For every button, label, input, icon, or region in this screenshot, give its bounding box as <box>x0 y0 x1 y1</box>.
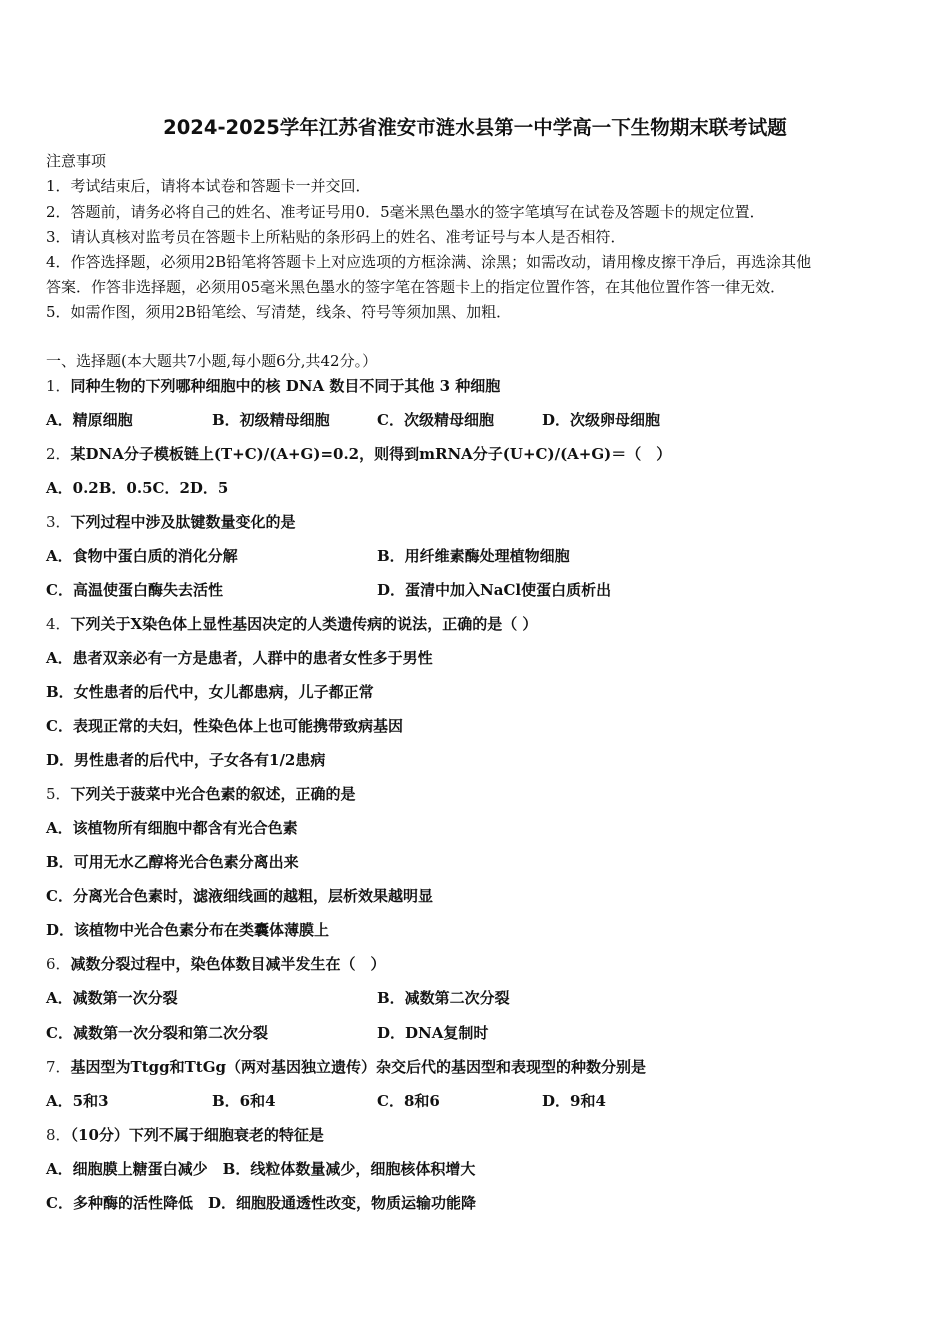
notice-item: 4．作答选择题，必须用2B铅笔将答题卡上对应选项的方框涂满、涂黑；如需改动，请用橡皮擦干净后，再选涂其他 <box>46 253 812 271</box>
option-c: C．8和6 <box>377 1092 440 1110</box>
notice-heading: 注意事项 <box>46 152 107 170</box>
notice-item: 2．答题前，请务必将自己的姓名、准考证号用0．5毫米黑色墨水的签字笔填写在试卷及答题卡的规定位置． <box>46 203 765 221</box>
option-c: C．次级精母细胞 <box>377 411 494 429</box>
option-b: B．女性患者的后代中，女儿都患病，儿子都正常 <box>46 683 374 701</box>
question-4 <box>46 614 537 634</box>
question-3 <box>46 512 296 532</box>
question-1 <box>46 376 500 396</box>
question-7 <box>46 1057 646 1077</box>
option-cd: C．多种酶的活性降低 D．细胞股通透性改变，物质运输功能降 <box>46 1194 476 1212</box>
question-number: 6． <box>46 955 71 973</box>
option-a: A．该植物所有细胞中都含有光合色素 <box>46 819 298 837</box>
option-ab: A．细胞膜上糖蛋白减少 B．线粒体数量减少，细胞核体积增大 <box>46 1160 476 1178</box>
option-d: D．9和4 <box>542 1092 606 1110</box>
option-b: B．初级精母细胞 <box>212 411 330 429</box>
option-b: B．减数第二次分裂 <box>377 989 510 1007</box>
option-b: B．6和4 <box>212 1092 276 1110</box>
question-number: 3． <box>46 513 71 531</box>
question-number: 8． <box>46 1126 71 1144</box>
notice-item: 5．如需作图，须用2B铅笔绘、写清楚，线条、符号等须加黑、加粗． <box>46 303 512 321</box>
notice-item: 1．考试结束后，请将本试卷和答题卡一并交回． <box>46 177 371 195</box>
option-d: D．DNA复制时 <box>377 1024 489 1042</box>
question-number: 7． <box>46 1058 71 1076</box>
question-number: 4． <box>46 615 71 633</box>
question-text: 减数分裂过程中，染色体数目减半发生在（ ） <box>70 955 386 973</box>
question-6 <box>46 954 386 974</box>
question-text: 下列过程中涉及肽键数量变化的是 <box>70 513 296 531</box>
question-text: （10分）下列不属于细胞衰老的特征是 <box>70 1126 324 1144</box>
question-8 <box>46 1125 324 1145</box>
question-text: 某DNA分子模板链上(T+C)/(A+G)=0.2，则得到mRNA分子(U+C)/(A+G)＝（ ） <box>70 445 672 463</box>
question-2 <box>46 444 671 464</box>
notice-item: 3．请认真核对监考员在答题卡上所粘贴的条形码上的姓名、准考证号与本人是否相符． <box>46 228 626 246</box>
page-title: 2024-2025学年江苏省淮安市涟水县第一中学高一下生物期末联考试题 <box>163 116 787 139</box>
question-text: 下列关于菠菜中光合色素的叙述，正确的是 <box>70 785 356 803</box>
option-b: B．用纤维素酶处理植物细胞 <box>377 547 570 565</box>
option-a: A．食物中蛋白质的消化分解 <box>46 547 238 565</box>
option-a: A．精原细胞 <box>46 411 133 429</box>
question-5 <box>46 784 356 804</box>
option-a: A．0.2B．0.5C．2D．5 <box>46 479 229 497</box>
option-a: A．患者双亲必有一方是患者，人群中的患者女性多于男性 <box>46 649 433 667</box>
notice-item: 答案．作答非选择题，必须用05毫米黑色墨水的签字笔在答题卡上的指定位置作答，在其他位置作答一律无效． <box>46 278 786 296</box>
option-d: D．男性患者的后代中，子女各有1/2患病 <box>46 751 326 769</box>
option-a: A．5和3 <box>46 1092 109 1110</box>
option-a: A．减数第一次分裂 <box>46 989 178 1007</box>
option-d: D．次级卵母细胞 <box>542 411 661 429</box>
option-b: B．可用无水乙醇将光合色素分离出来 <box>46 853 299 871</box>
option-c: C．表现正常的夫妇，性染色体上也可能携带致病基因 <box>46 717 403 735</box>
option-c: C．减数第一次分裂和第二次分裂 <box>46 1024 268 1042</box>
option-d: D．蛋清中加入NaCl使蛋白质析出 <box>377 581 612 599</box>
option-c: C．高温使蛋白酶失去活性 <box>46 581 223 599</box>
question-text: 基因型为Ttgg和TtGg（两对基因独立遗传）杂交后代的基因型和表现型的种数分别是 <box>70 1058 647 1076</box>
question-text: 同种生物的下列哪种细胞中的核 DNA 数目不同于其他 3 种细胞 <box>70 377 501 395</box>
question-number: 2． <box>46 445 71 463</box>
question-text: 下列关于X染色体上显性基因决定的人类遗传病的说法，正确的是（ ） <box>70 615 538 633</box>
option-c: C．分离光合色素时，滤液细线画的越粗，层析效果越明显 <box>46 887 433 905</box>
question-number: 1． <box>46 377 71 395</box>
option-d: D．该植物中光合色素分布在类囊体薄膜上 <box>46 921 330 939</box>
question-number: 5． <box>46 785 71 803</box>
section-heading: 一、选择题(本大题共7小题,每小题6分,共42分。） <box>46 352 378 370</box>
